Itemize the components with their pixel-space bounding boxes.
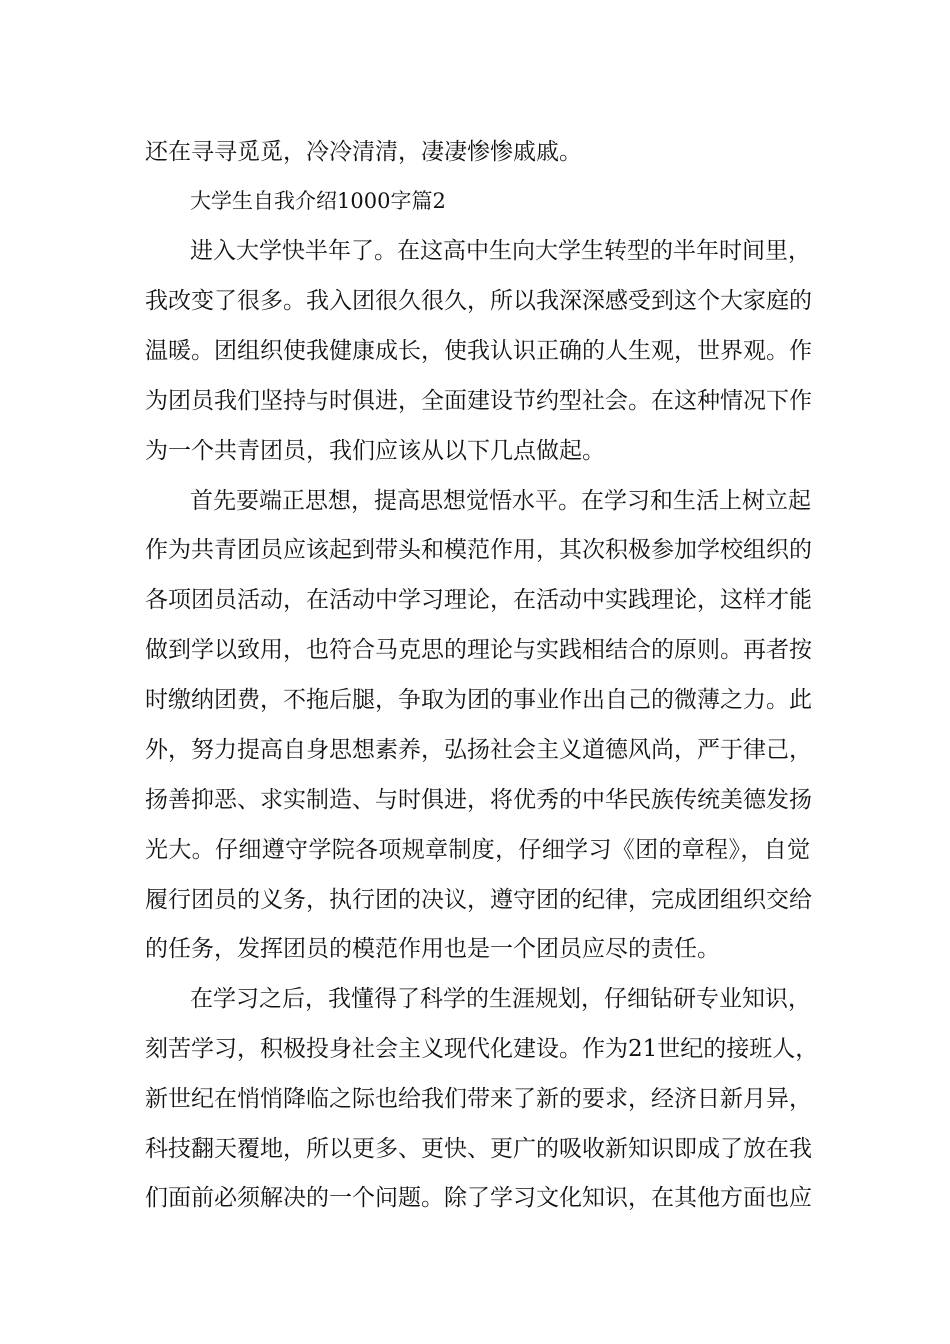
section-heading: 大学生自我介绍1000字篇2 [190, 189, 446, 213]
paragraph-line: 首先要端正思想，提高思想觉悟水平。在学习和生活上树立起 [190, 488, 811, 514]
paragraph-line: 的任务，发挥团员的模范作用也是一个团员应尽的责任。 [145, 936, 720, 962]
paragraph-line: 进入大学快半年了。在这高中生向大学生转型的半年时间里， [190, 238, 811, 264]
paragraph-line: 还在寻寻觅觅，冷冷清清，凄凄惨惨戚戚。 [145, 139, 582, 165]
paragraph-line: 为一个共青团员，我们应该从以下几点做起。 [145, 438, 605, 464]
paragraph-line: 在学习之后，我懂得了科学的生涯规划，仔细钻研专业知识， [190, 986, 811, 1012]
paragraph-line: 温暖。团组织使我健康成长，使我认识正确的人生观，世界观。作 [145, 338, 812, 364]
paragraph-line: 作为共青团员应该起到带头和模范作用，其次积极参加学校组织的 [145, 537, 812, 563]
paragraph-line: 外，努力提高自身思想素养，弘扬社会主义道德风尚，严于律己， [145, 737, 812, 763]
paragraph-line: 时缴纳团费，不拖后腿，争取为团的事业作出自己的微薄之力。此 [145, 687, 812, 713]
paragraph-line: 刻苦学习，积极投身社会主义现代化建设。作为21世纪的接班人， [145, 1036, 819, 1062]
paragraph-line: 做到学以致用，也符合马克思的理论与实践相结合的原则。再者按 [145, 637, 812, 663]
paragraph-line: 履行团员的义务，执行团的决议，遵守团的纪律，完成团组织交给 [145, 887, 812, 913]
paragraph-line: 扬善抑恶、求实制造、与时俱进，将优秀的中华民族传统美德发扬 [145, 787, 812, 813]
paragraph-line: 新世纪在悄悄降临之际也给我们带来了新的要求，经济日新月异， [145, 1086, 812, 1112]
paragraph-line: 光大。仔细遵守学院各项规章制度，仔细学习《团的章程》，自觉 [145, 837, 810, 863]
paragraph-line: 为团员我们坚持与时俱进，全面建设节约型社会。在这种情况下作 [145, 388, 812, 414]
paragraph-line: 各项团员活动，在活动中学习理论，在活动中实践理论，这样才能 [145, 587, 812, 613]
paragraph-line: 我改变了很多。我入团很久很久，所以我深深感受到这个大家庭的 [145, 288, 812, 314]
paragraph-line: 科技翻天覆地，所以更多、更快、更广的吸收新知识即成了放在我 [145, 1136, 812, 1162]
paragraph-line: 们面前必须解决的一个问题。除了学习文化知识，在其他方面也应 [145, 1185, 812, 1211]
